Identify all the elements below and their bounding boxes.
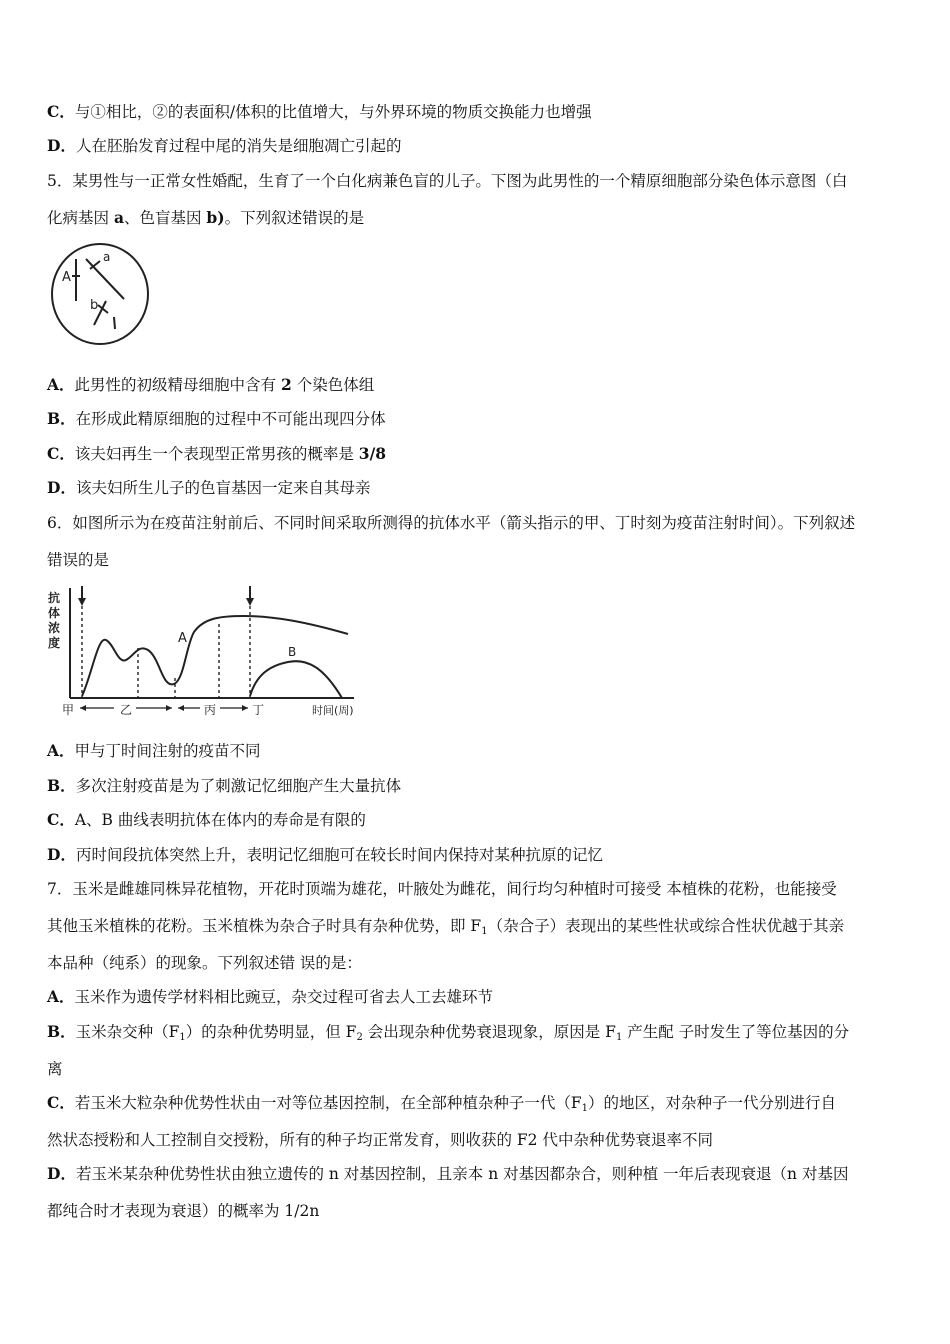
option-text: 与①相比，②的表面积/体积的比值增大，与外界环境的物质交换能力也增强 bbox=[74, 103, 592, 121]
q5-option-c: C．该夫妇再生一个表现型正常男孩的概率是 3/8 bbox=[47, 444, 387, 463]
q7-option-d: D．若玉米某杂种优势性状由独立遗传的 n 对基因控制，且亲本 n 对基因都杂合，则种植 一年后表现衰退（n 对基因 bbox=[47, 1164, 849, 1183]
q4-option-d bbox=[47, 136, 401, 156]
x-axis-label: 时间(周) bbox=[312, 704, 354, 717]
question-number: 5． bbox=[47, 172, 73, 190]
y-axis-label-char: 抗 bbox=[48, 591, 61, 605]
q6-option-b: B．多次注射疫苗是为了刺激记忆细胞产生大量抗体 bbox=[47, 776, 402, 795]
q4-option-c bbox=[47, 102, 592, 122]
q5-stem-line2: 化病基因 a、色盲基因 b)。下列叙述错误的是 bbox=[47, 208, 365, 227]
y-axis-label-char: 体 bbox=[48, 606, 61, 620]
time-marker-jia: 甲 bbox=[62, 703, 75, 717]
gene-label-A: A bbox=[62, 270, 71, 285]
q5-cell-diagram bbox=[48, 241, 152, 347]
q7-stem-line2: 其他玉米植株的花粉。玉米植株为杂合子时具有杂种优势，即 $F_1$（杂合子）表现出的某些性状或综合性状优越于其亲 bbox=[47, 917, 845, 937]
option-text: 人在胚胎发育过程中尾的消失是细胞凋亡引起的 bbox=[75, 137, 402, 155]
q7-option-c: C．若玉米大粒杂种优势性状由一对等位基因控制，在全部种植杂种子一代$(F_1)$的地区，对杂种子一代分别进行自 bbox=[47, 1093, 836, 1114]
q6-stem-line1: 6．如图所示为在疫苗注射前后、不同时间采取所测得的抗体水平（箭头指示的甲、丁时刻为疫苗注射时间）。下列叙述 bbox=[47, 514, 856, 532]
q7-stem-line1: 7．玉米是雌雄同株异花植物，开花时顶端为雄花，叶腋处为雌花，间行均匀种植时可接受 本植株的花粉，也能接受 bbox=[47, 880, 837, 898]
series-A-curve bbox=[82, 616, 348, 696]
series-B-label: B bbox=[288, 645, 297, 659]
q6-option-a: A．甲与丁时间注射的疫苗不同 bbox=[47, 741, 261, 760]
q7-option-a: A．玉米作为遗传学材料相比豌豆，杂交过程可省去人工去雄环节 bbox=[47, 987, 494, 1006]
q7-stem-line3: 本品种（纯系）的现象。下列叙述错 误的是： bbox=[47, 954, 362, 972]
q7-option-b: B．玉米杂交种$(F_1)$的杂种优势明显，但 $F_2$ 会出现杂种优势衰退现象，原因是 $F_1$ 产生配 子时发生了等位基因的分 bbox=[47, 1022, 850, 1043]
q5-option-b: B．在形成此精原细胞的过程中不可能出现四分体 bbox=[47, 409, 386, 428]
q5-option-d: D．该夫妇所生儿子的色盲基因一定来自其母亲 bbox=[47, 478, 371, 497]
chromosome-y bbox=[114, 317, 115, 329]
q5-stem-line1: 5．某男性与一正常女性婚配，生育了一个白化病兼色盲的儿子。下图为此男性的一个精原细胞部分染色体示意图（白 bbox=[47, 172, 848, 190]
q6-option-c: C．A、B 曲线表明抗体在体内的寿命是有限的 bbox=[47, 810, 366, 829]
y-axis-label-char: 度 bbox=[48, 636, 61, 650]
option-letter: D． bbox=[47, 136, 76, 155]
chromosome-a bbox=[86, 259, 124, 299]
time-marker-yi: 乙 bbox=[120, 703, 133, 717]
cell-membrane bbox=[52, 244, 148, 344]
question-number: 7． bbox=[47, 880, 73, 898]
q6-antibody-chart bbox=[44, 584, 374, 720]
q5-option-a: A．此男性的初级精母细胞中含有 2 个染色体组 bbox=[47, 375, 375, 394]
series-A-label: A bbox=[178, 631, 187, 646]
q6-option-d: D．丙时间段抗体突然上升，表明记忆细胞可在较长时间内保持对某种抗原的记忆 bbox=[47, 845, 603, 864]
time-marker-bing: 丙 bbox=[204, 703, 217, 717]
q6-stem-line2: 错误的是 bbox=[47, 551, 110, 569]
q7-option-d-cont: 都纯合时才表现为衰退）的概率为 1/2n bbox=[47, 1202, 320, 1220]
q7-option-c-cont: 然状态授粉和人工控制自交授粉，所有的种子均正常发育，则收获的 F2 代中杂种优势衰退率不同 bbox=[47, 1131, 713, 1149]
option-letter: C． bbox=[47, 102, 75, 121]
question-number: 6． bbox=[47, 514, 73, 532]
gene-label-a: a bbox=[103, 250, 111, 264]
y-axis-label-char: 浓 bbox=[48, 621, 61, 635]
series-B-curve bbox=[250, 661, 342, 698]
q7-option-b-cont: 离 bbox=[47, 1060, 63, 1078]
time-marker-ding: 丁 bbox=[252, 703, 265, 717]
gene-label-b: b bbox=[90, 298, 99, 313]
